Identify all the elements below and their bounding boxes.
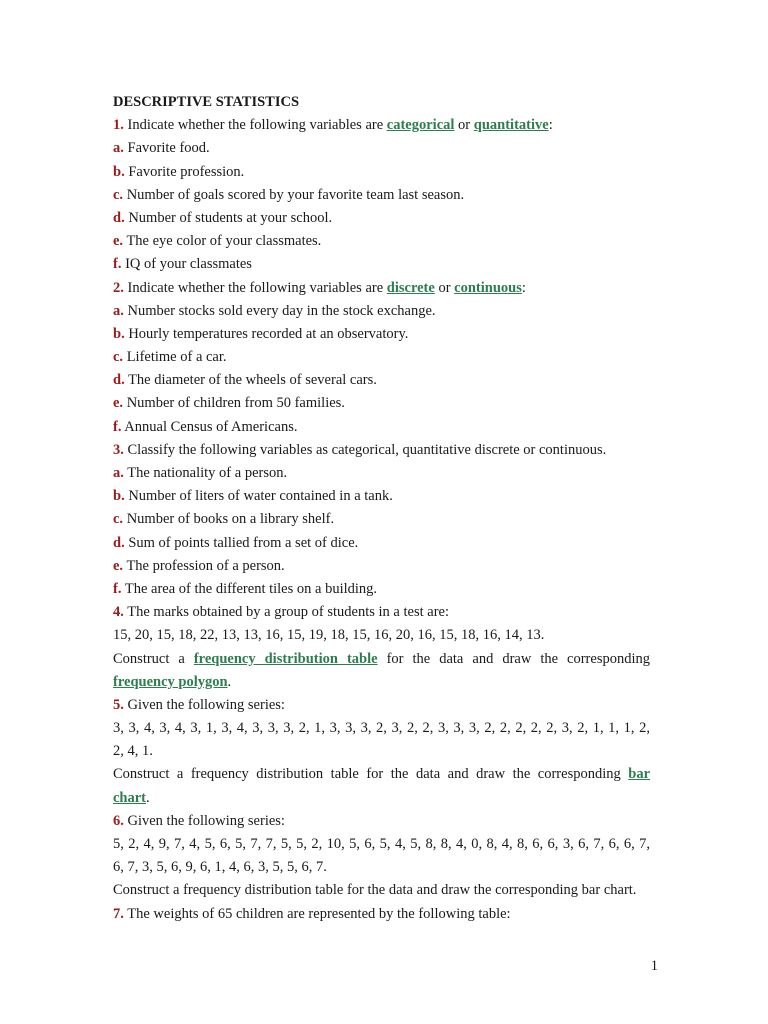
question-text: Indicate whether the following variables are [127,279,387,296]
item-letter: a. [113,302,124,319]
keyword-link: frequency polygon [113,673,228,690]
page-number: 1 [650,958,658,974]
question-number: 7. [113,905,124,922]
item-letter: a. [113,465,124,481]
list-item [113,462,650,485]
list-item [113,346,650,369]
list-item [113,532,650,555]
item-letter: e. [113,557,124,574]
question-2 [113,277,650,300]
document-body [113,91,650,926]
question-text: Given the following series: [127,696,285,713]
list-item [113,161,650,184]
item-text: The diameter of the wheels of several cars. [128,372,377,389]
item-letter: d. [113,372,125,389]
item-letter: c. [113,349,124,366]
list-item [113,416,650,439]
list-item [113,485,650,508]
data-series: 2, 4, 1. [113,743,153,760]
item-letter: b. [113,325,125,342]
question-text: or [454,117,474,134]
list-item [113,555,650,578]
keyword-link: categorical [386,117,455,134]
item-letter: f. [113,418,122,435]
item-text: Number of liters of water contained in a tank. [128,488,393,505]
instruction-text: for the data and draw the corresponding [386,650,650,667]
item-text: Number of books on a library shelf. [126,511,335,528]
question-6 [113,810,650,833]
instruction-text: Construct a [113,650,194,667]
keyword-link: chart [113,789,147,806]
data-series: 6, 7, 3, 5, 6, 9, 6, 1, 4, 6, 3, 5, 5, 6, 7. [113,859,327,876]
list-item [113,300,650,323]
keyword-link: frequency distribution table [193,650,378,667]
list-item [113,578,650,601]
page-title: DESCRIPTIVE STATISTICS [113,94,300,110]
item-text: Hourly temperatures recorded at an observatory. [128,325,409,342]
item-letter: d. [113,209,125,226]
item-letter: c. [113,186,124,203]
question-number: 4. [113,604,124,621]
list-item [113,508,650,531]
question-text: : [521,279,526,296]
item-letter: f. [113,256,122,273]
item-text: Lifetime of a car. [126,349,227,366]
instruction-text: . [227,673,232,690]
list-item [113,137,650,160]
question-text: : [548,117,553,134]
data-series: 15, 20, 15, 18, 22, 13, 13, 16, 15, 19, 18, 15, 16, 20, 16, 15, 18, 16, 14, 13. [113,627,545,644]
item-text: The nationality of a person. [127,465,288,481]
list-item [113,207,650,230]
list-item [113,230,650,253]
question-7 [113,903,650,926]
item-text: Number of students at your school. [128,209,333,226]
data-series: 3, 3, 4, 3, 4, 3, 1, 3, 4, 3, 3, 3, 2, 1, 3, 3, 3, 2, 3, 2, 2, 3, 3, 3, 2, 2, 2, 2, 2, 3, 2, 1, 1, 1, 2, [113,720,650,737]
instruction-line [113,671,650,694]
question-text: The weights of 65 children are represented by the following table: [127,905,511,922]
item-text: Number of children from 50 families. [126,395,345,412]
question-3 [113,439,650,462]
item-letter: d. [113,534,125,551]
keyword-link: discrete [386,279,435,296]
instruction-line [113,763,650,786]
data-series: 5, 2, 4, 9, 7, 4, 5, 6, 5, 7, 7, 5, 5, 2, 10, 5, 6, 5, 4, 5, 8, 8, 4, 0, 8, 4, 8, 6, 6, 3, 6, 7, 6, 6, 7, [113,836,650,852]
item-text: Number stocks sold every day in the stock exchange. [127,302,436,319]
item-text: Sum of points tallied from a set of dice. [128,534,359,551]
question-4 [113,601,650,624]
question-text: or [434,279,455,296]
item-text: The profession of a person. [126,557,285,574]
item-text: Favorite profession. [128,163,245,180]
item-letter: c. [113,511,124,528]
instruction-line [113,648,650,671]
list-item [113,184,650,207]
item-text: Number of goals scored by your favorite team last season. [126,186,465,203]
question-5 [113,694,650,717]
item-letter: b. [113,488,125,505]
list-item [113,369,650,392]
question-number: 2. [113,279,124,296]
instruction-text: . [146,789,150,806]
item-letter: f. [113,580,122,597]
item-letter: a. [113,140,124,157]
list-item [113,323,650,346]
question-text: Classify the following variables as categorical, quantitative discrete or continuous. [127,441,607,458]
item-text: IQ of your classmates [125,256,252,273]
question-number: 1. [113,117,124,134]
question-text: Given the following series: [127,812,285,829]
list-item [113,253,650,276]
question-number: 6. [113,812,124,829]
instruction-line: Construct a frequency distribution table for the data and draw the corresponding bar chart. [113,882,637,899]
keyword-link: quantitative [473,117,549,134]
item-text: The eye color of your classmates. [126,233,322,250]
question-number: 5. [113,696,124,713]
item-letter: b. [113,163,125,180]
item-letter: e. [113,395,124,412]
question-number: 3. [113,441,124,458]
item-text: The area of the different tiles on a building. [124,580,378,597]
question-1 [113,114,650,137]
item-letter: e. [113,233,124,250]
keyword-link: continuous [454,279,522,296]
instruction-line [113,787,650,810]
list-item [113,392,650,415]
item-text: Favorite food. [127,140,210,157]
keyword-link: bar [628,766,650,783]
item-text: Annual Census of Americans. [124,418,298,435]
question-text: Indicate whether the following variables are [127,117,387,134]
instruction-text: Construct a frequency distribution table for the data and draw the corresponding [113,766,629,783]
question-text: The marks obtained by a group of students in a test are: [127,604,449,621]
